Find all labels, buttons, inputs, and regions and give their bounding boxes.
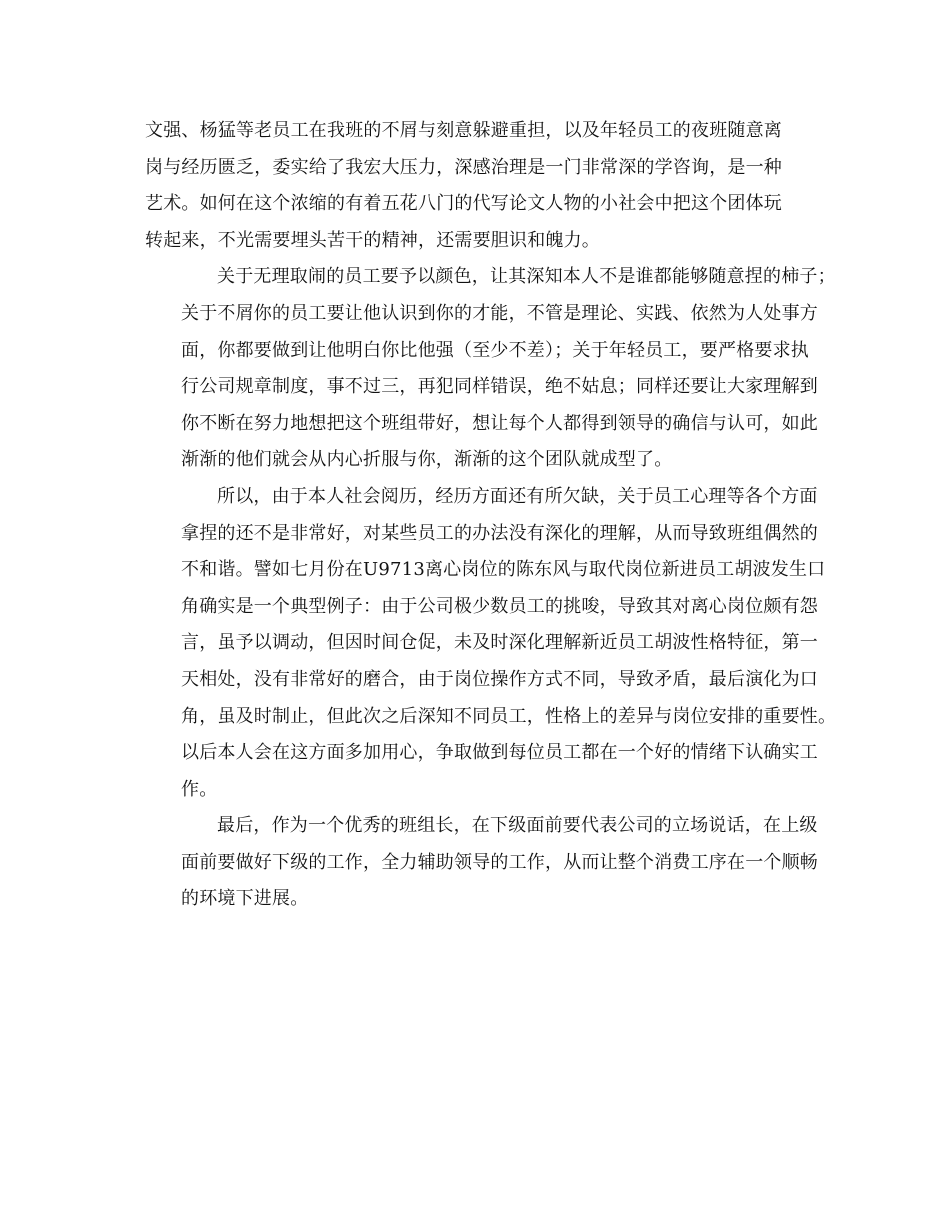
text-line: 行公司规章制度，事不过三，再犯同样错误，绝不姑息；同样还要让大家理解到 [181,376,818,398]
text-line: 不和谐。譬如七月份在U9713离心岗位的陈东风与取代岗位新进员工胡波发生口 [181,559,826,581]
paragraph-2 [145,259,836,479]
text-line: 面前要做好下级的工作，全力辅助领导的工作，从而让整个消费工序在一个顺畅 [181,851,818,873]
paragraph-1 [145,113,805,259]
text-line: 艺术。如何在这个浓缩的有着五花八门的代写论文人物的小社会中把这个团体玩 [145,193,782,215]
text-line: 渐渐的他们就会从内心折服与你，渐渐的这个团队就成型了。 [181,449,673,471]
text-line: 作。 [181,778,218,800]
text-line: 拿捏的还不是非常好，对某些员工的办法没有深化的理解，从而导致班组偶然的 [181,522,818,544]
text-line: 角确实是一个典型例子：由于公司极少数员工的挑唆，导致其对离心岗位颇有怨 [181,595,818,617]
paragraph-3 [145,479,837,808]
text-line: 关于无理取闹的员工要予以颜色，让其深知本人不是谁都能够随意捏的柿子； [217,266,836,288]
text-line: 最后，作为一个优秀的班组长，在下级面前要代表公司的立场说话，在上级 [217,815,818,837]
text-line: 角，虽及时制止，但此次之后深知不同员工，性格上的差异与岗位安排的重要性。 [181,705,837,727]
text-line: 天相处，没有非常好的磨合，由于岗位操作方式不同，导致矛盾，最后演化为口 [181,668,818,690]
text-line: 关于不屑你的员工要让他认识到你的才能，不管是理论、实践、依然为人处事方 [181,302,818,324]
text-line: 文强、杨猛等老员工在我班的不屑与刻意躲避重担，以及年轻员工的夜班随意离 [145,120,782,141]
text-line: 的环境下进展。 [181,888,309,910]
text-line: 所以，由于本人社会阅历，经历方面还有所欠缺，关于员工心理等各个方面 [217,485,818,507]
paragraph-4 [145,808,818,918]
text-line: 你不断在努力地想把这个班组带好，想让每个人都得到领导的确信与认可，如此 [181,412,818,434]
text-line: 岗与经历匮乏，委实给了我宏大压力，深感治理是一门非常深的学咨询，是一种 [145,156,782,178]
text-line: 面，你都要做到让他明白你比他强（至少不差）；关于年轻员工，要严格要求执 [181,339,809,361]
text-line: 言，虽予以调动，但因时间仓促，未及时深化理解新近员工胡波性格特征，第一 [181,632,818,654]
text-line: 以后本人会在这方面多加用心，争取做到每位员工都在一个好的情绪下认确实工 [181,742,818,764]
document-body [145,113,837,918]
text-line: 转起来，不光需要埋头苦干的精神，还需要胆识和魄力。 [145,229,600,251]
